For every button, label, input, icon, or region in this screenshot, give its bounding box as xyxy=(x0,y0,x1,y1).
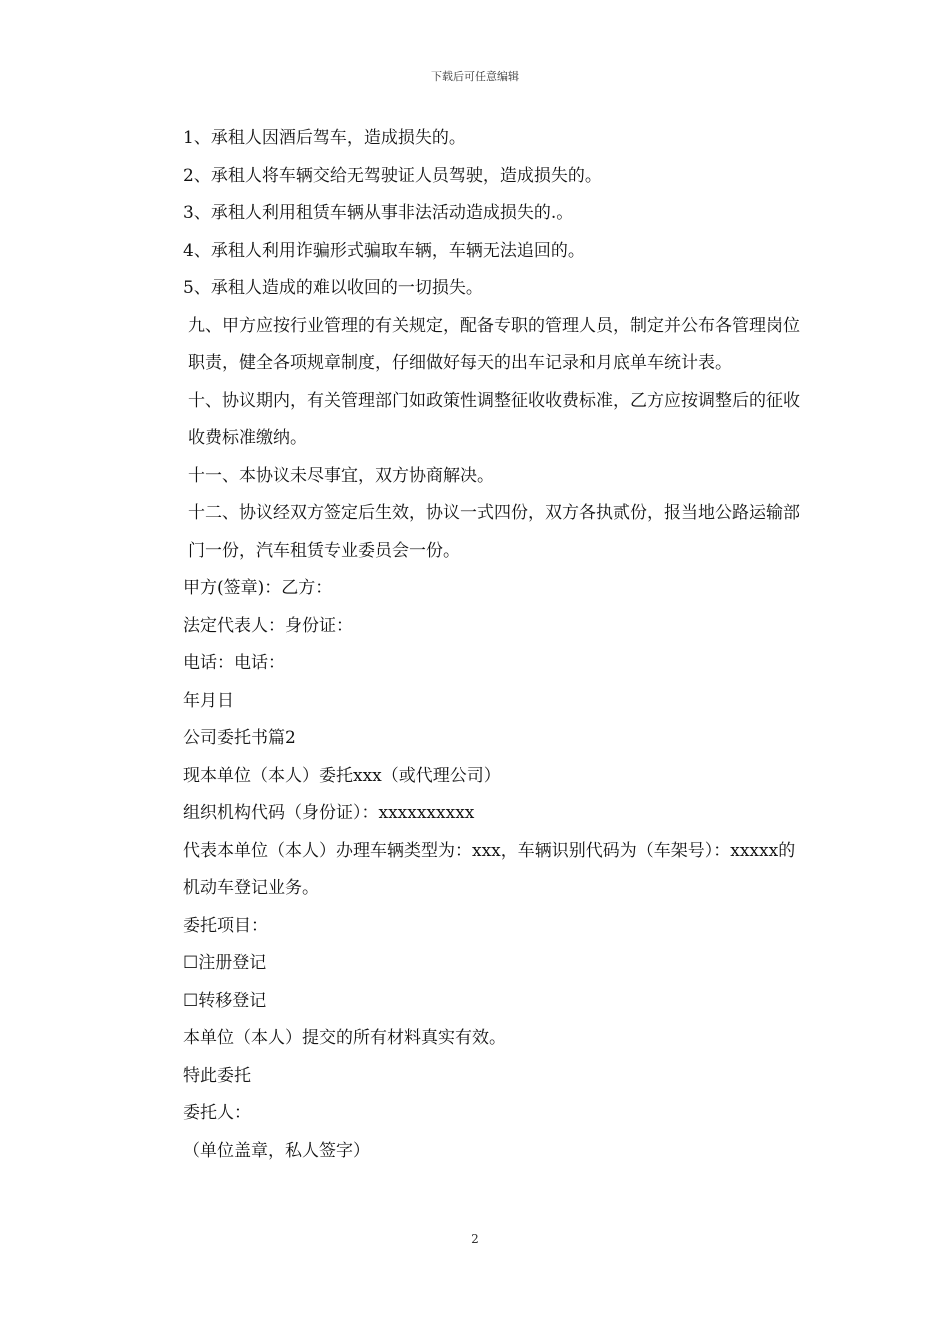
materials-statement: 本单位（本人）提交的所有材料真实有效。 xyxy=(183,1028,506,1048)
organization-code-line: 组织机构代码（身份证）：xxxxxxxxxx xyxy=(183,803,475,823)
closing-statement: 特此委托 xyxy=(183,1065,251,1086)
paragraph-article-11: 十一、本协议未尽事宜，双方协商解决。 xyxy=(188,465,494,486)
checkbox-registration: ☐注册登记 xyxy=(183,953,267,973)
section-title: 公司委托书篇2 xyxy=(183,728,296,748)
paragraph-clause-4: 4、承租人利用诈骗形式骗取车辆，车辆无法追回的。 xyxy=(183,240,585,261)
date-line: 年月日 xyxy=(183,690,234,711)
paragraph-article-9: 九、甲方应按行业管理的有关规定，配备专职的管理人员，制定并公布各管理岗位职责，健全各项规章制度，仔细做好每天的出车记录和月底单车统计表。 xyxy=(188,315,800,373)
principal-label: 委托人： xyxy=(183,1103,251,1123)
delegated-items-label: 委托项目： xyxy=(183,915,268,936)
page-header: 下载后可任意编辑 xyxy=(431,70,519,83)
paragraph-clause-5: 5、承租人造成的难以收回的一切损失。 xyxy=(183,278,483,298)
paragraph-clause-3: 3、承租人利用租赁车辆从事非法活动造成损失的.。 xyxy=(183,203,574,223)
page-number: 2 xyxy=(471,1232,479,1246)
seal-signature-note: （单位盖章，私人签字） xyxy=(183,1140,370,1161)
vehicle-business-line: 代表本单位（本人）办理车辆类型为：xxx，车辆识别代码为（车架号）：xxxxx的机动车登记业务。 xyxy=(183,840,796,898)
delegation-statement: 现本单位（本人）委托xxx（或代理公司） xyxy=(183,765,501,786)
paragraph-article-10: 十、协议期内，有关管理部门如政策性调整征收收费标准，乙方应按调整后的征收收费标准缴纳。 xyxy=(188,390,800,448)
legal-representative-line: 法定代表人：身份证： xyxy=(183,615,353,636)
document-body xyxy=(143,120,808,1170)
checkbox-transfer: ☐转移登记 xyxy=(183,990,267,1011)
paragraph-article-12: 十二、协议经双方签定后生效，协议一式四份，双方各执贰份，报当地公路运输部门一份，汽车租赁专业委员会一份。 xyxy=(188,503,800,561)
paragraph-clause-2: 2、承租人将车辆交给无驾驶证人员驾驶，造成损失的。 xyxy=(183,165,602,186)
phone-line: 电话：电话： xyxy=(183,653,285,673)
signature-party-line: 甲方(签章)：乙方： xyxy=(183,578,333,598)
paragraph-clause-1: 1、承租人因酒后驾车，造成损失的。 xyxy=(183,128,466,148)
